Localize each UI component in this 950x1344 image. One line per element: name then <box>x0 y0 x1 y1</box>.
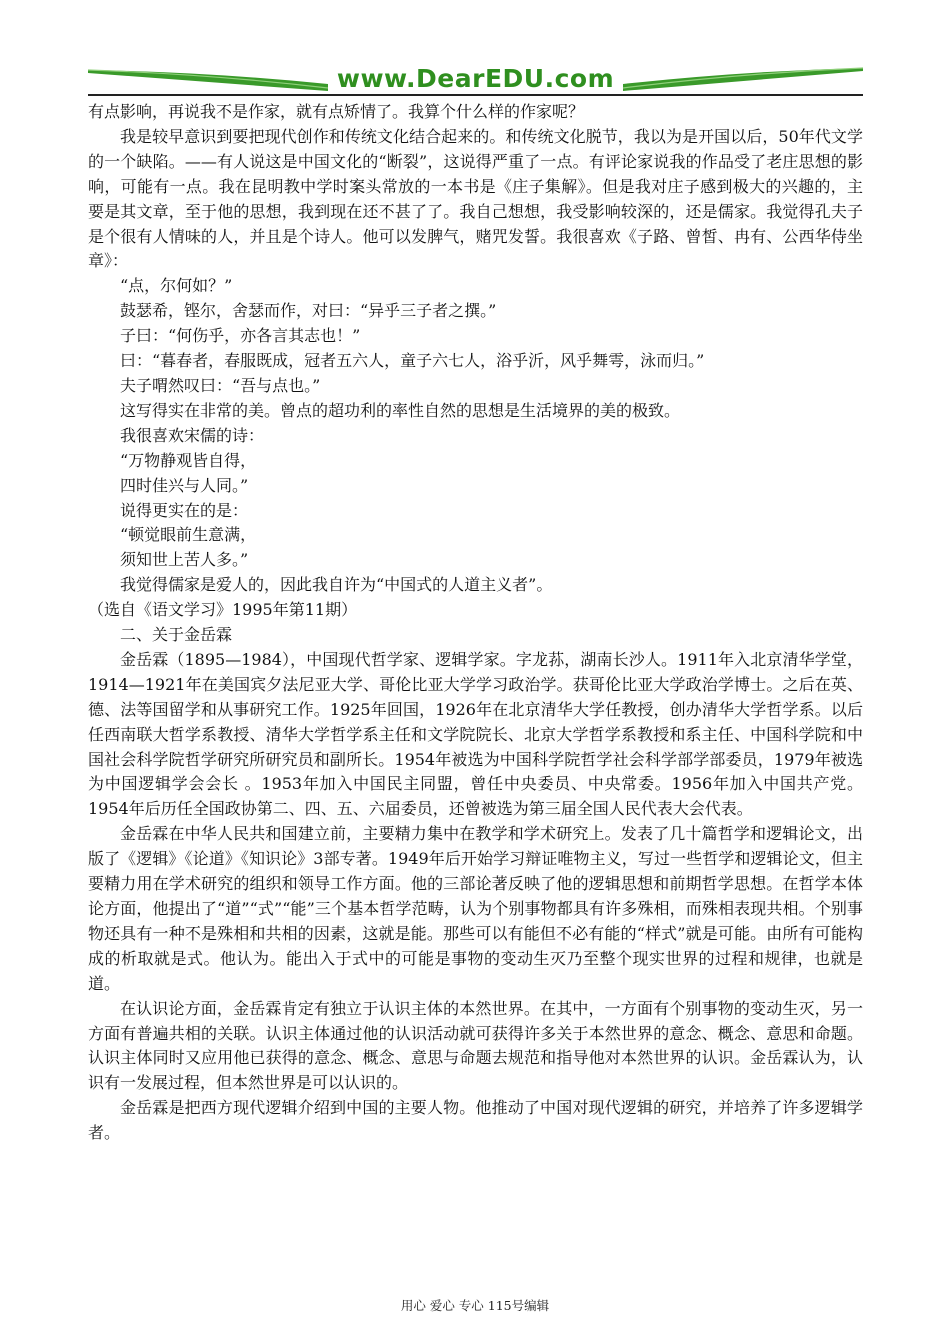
quote-line: 鼓瑟希，铿尔，舍瑟而作，对曰：“异乎三子者之撰。” <box>120 301 497 321</box>
paragraph: 说得更实在的是： <box>120 500 249 520</box>
source-citation: （选自《语文学习》1995年第11期） <box>88 600 358 620</box>
paragraph: 金岳霖是把西方现代逻辑介绍到中国的主要人物。他推动了中国对现代逻辑的研究，并培养了许多逻辑学者。 <box>88 1098 863 1143</box>
paragraph: 金岳霖在中华人民共和国建立前，主要精力集中在教学和学术研究上。发表了几十篇哲学和逻辑论文，出版了《逻辑》《论道》《知识论》3部专著。1949年后开始学习辩证唯物主义，写过一些哲学和逻辑论文，但主要精力用在学术研究的组织和领导工作方面。他的三部论著反映了他的逻辑思想和前期哲学思想。在哲学本体论方面，他提出了“道”“式”“能”三个基本哲学范畴，认为个别事物都具有许多殊相，而殊相表现共相。个别事物还具有一种不是殊相和共相的因素，这就是能。那些可以有能但不必有能的“样式”就是可能。由所有可能构成的析取就是式。他认为。能出入于式中的可能是事物的变动生灭乃至整个现实世界的过程和规律，也就是道。 <box>88 824 863 993</box>
paragraph: 金岳霖（1895—1984），中国现代哲学家、逻辑学家。字龙荪，湖南长沙人。1911年入北京清华学堂，1914—1921年在美国宾夕法尼亚大学、哥伦比亚大学学习政治学。获哥伦比亚大学政治学博士。之后在英、德、法等国留学和从事研究工作。1925年回国，1926年在北京清华大学任教授，创办清华大学哲学系。以后任西南联大哲学系教授、清华大学哲学系主任和文学院院长、北京大学哲学系教授和系主任、中国科学院和中国社会科学院哲学研究所研究员和副所长。1954年被选为中国科学院哲学社会科学部学部委员，1979年被选为中国逻辑学会会长 。1953年加入中国民主同盟，曾任中央委员、中央常委。1956年加入中国共产党。1954年后历任全国政协第二、四、五、六届委员，还曾被选为第三届全国人民代表大会代表。 <box>88 649 863 819</box>
quote-line: 夫子喟然叹曰：“吾与点也。” <box>120 375 321 395</box>
paragraph: 有点影响，再说我不是作家，就有点矫情了。我算个什么样的作家呢？ <box>88 102 585 121</box>
site-header <box>88 58 863 98</box>
paragraph: 这写得实在非常的美。曾点的超功利的率性自然的思想是生活境界的美的极致。 <box>120 400 681 420</box>
page-footer: 用心 爱心 专心 115号编辑 <box>400 1298 550 1313</box>
quote-line: “点，尔何如？” <box>120 276 233 296</box>
paragraph: 在认识论方面，金岳霖肯定有独立于认识主体的本然世界。在其中，一方面有个别事物的变动生灭，另一方面有普遍共相的关联。认识主体通过他的认识活动就可获得许多关于本然世界的意念、概念、意思和命题。认识主体同时又应用他已获得的意念、概念、意思与命题去规范和指导他对本然世界的认识。金岳霖认为，认识有一发展过程，但本然世界是可以认识的。 <box>88 998 863 1093</box>
section-heading: 二、关于金岳霖 <box>120 625 233 645</box>
header-rule <box>88 94 863 96</box>
paragraph: 我觉得儒家是爱人的，因此我自许为“中国式的人道主义者”。 <box>120 575 553 595</box>
paragraph: 我很喜欢宋儒的诗： <box>120 425 265 445</box>
quote-line: 曰：“暮春者，春服既成，冠者五六人，童子六七人，浴乎沂，风乎舞雩，泳而归。” <box>120 351 705 371</box>
poem-line: “顿觉眼前生意满， <box>120 525 257 545</box>
poem-line: 须知世上苦人多。” <box>120 550 249 570</box>
quote-line: 子曰：“何伤乎，亦各言其志也！” <box>120 326 361 346</box>
document-body <box>88 100 863 1146</box>
site-logo-text: www.DearEDU.com <box>336 64 615 93</box>
poem-line: 四时佳兴与人同。” <box>120 475 249 495</box>
paragraph: 我是较早意识到要把现代创作和传统文化结合起来的。和传统文化脱节，我以为是开国以后，50年代文学的一个缺陷。——有人说这是中国文化的“断裂”，这说得严重了一点。有评论家说我的作品受了老庄思想的影响，可能有一点。我在昆明教中学时案头常放的一本书是《庄子集解》。但是我对庄子感到极大的兴趣的，主要是其文章，至于他的思想，我到现在还不甚了了。我自己想想，我受影响较深的，还是儒家。我觉得孔夫子是个很有人情味的人，并且是个诗人。他可以发脾气，赌咒发誓。我很喜欢《子路、曾皙、冉有、公西华侍坐章》： <box>88 126 863 271</box>
poem-line: “万物静观皆自得， <box>120 450 257 470</box>
